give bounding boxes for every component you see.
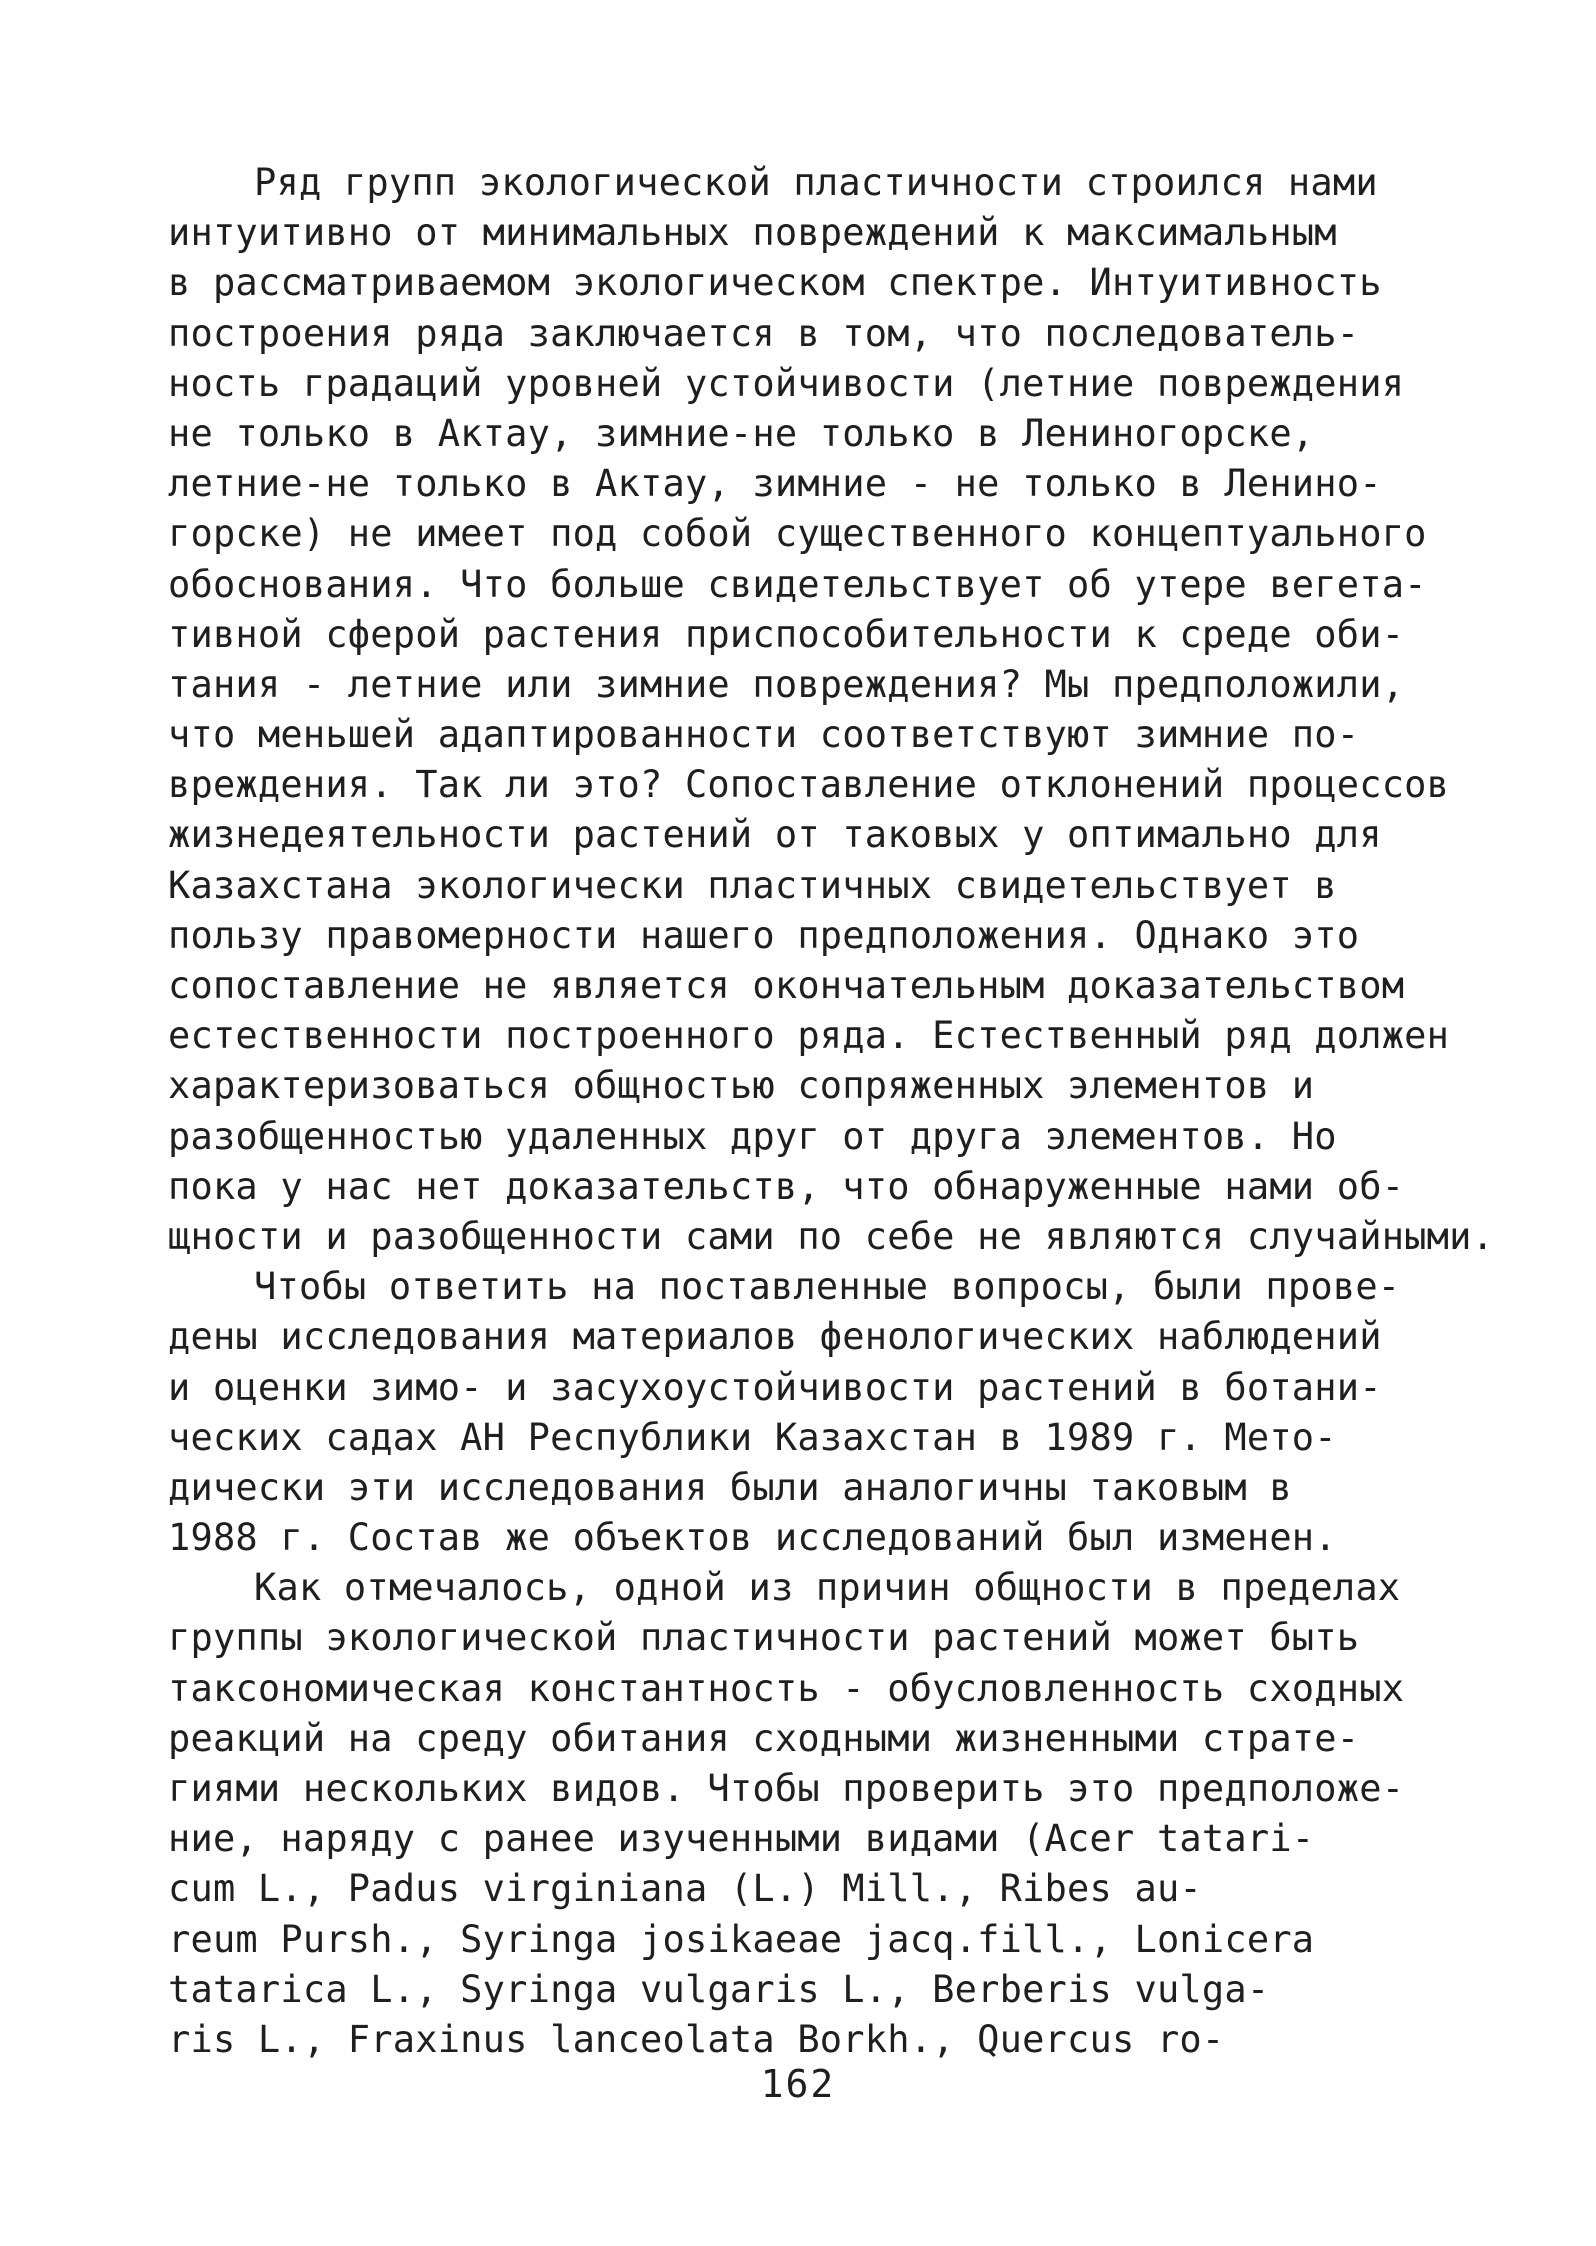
- text-line: жизнедеятельности растений от таковых у оптимально для: [168, 813, 1382, 857]
- text-line: вреждения. Так ли это? Сопоставление отклонений процессов: [168, 763, 1450, 807]
- text-line: дически эти исследования были аналогичны таковым в: [168, 1465, 1292, 1509]
- text-line: реакций на среду обитания сходными жизненными страте-: [168, 1716, 1360, 1760]
- text-line: ris L., Fraxinus lanceolata Borkh., Quercus ro-: [168, 2017, 1225, 2061]
- paragraph-2: [168, 1262, 1503, 1563]
- text-line: пока у нас нет доказательств, что обнаруженные нами об-: [168, 1164, 1405, 1208]
- text-line: ние, наряду с ранее изученными видами (Acer tatari-: [168, 1817, 1315, 1861]
- paragraph-1: [168, 158, 1503, 1262]
- text-line: обоснования. Что больше свидетельствует об утере вегета-: [168, 562, 1427, 606]
- text-line: дены исследования материалов фенологических наблюдений: [168, 1315, 1382, 1359]
- text-line: разобщенностью удаленных друг от друга элементов. Но: [168, 1114, 1337, 1158]
- text-line: гиями нескольких видов. Чтобы проверить это предположе-: [168, 1767, 1405, 1810]
- paragraph-3: [168, 1563, 1503, 2065]
- text-line: cum L., Padus virginiana (L.) Mill., Ribes au-: [168, 1867, 1202, 1911]
- page-number: 162: [760, 2062, 836, 2106]
- text-line: интуитивно от минимальных повреждений к максимальным: [168, 211, 1337, 255]
- text-line: что меньшей адаптированности соответствуют зимние по-: [168, 713, 1360, 757]
- text-line: щности и разобщенности сами по себе не являются случайными.: [168, 1214, 1495, 1258]
- text-line: Как отмечалось, одной из причин общности в пределах: [254, 1566, 1401, 1610]
- text-line: в рассматриваемом экологическом спектре. Интуитивность: [168, 261, 1382, 305]
- text-line: естественности построенного ряда. Естественный ряд должен: [168, 1014, 1450, 1058]
- body-text: [168, 158, 1503, 2065]
- text-line: горске) не имеет под собой существенного концептуального: [168, 512, 1427, 556]
- text-line: не только в Актау, зимние-не только в Лениногорске,: [168, 411, 1315, 455]
- text-line: характеризоваться общностью сопряженных элементов и: [168, 1064, 1315, 1108]
- text-line: сопоставление не является окончательным доказательством: [168, 964, 1405, 1007]
- text-line: tatarica L., Syringa vulgaris L., Berberis vulga-: [168, 1967, 1270, 2011]
- text-line: ность градаций уровней устойчивости (летние повреждения: [168, 361, 1405, 405]
- text-line: тивной сферой растения приспособительности к среде оби-: [168, 612, 1405, 656]
- text-line: ческих садах АН Республики Казахстан в 1989 г. Мето-: [168, 1415, 1337, 1459]
- text-line: пользу правомерности нашего предположения. Однако это: [168, 913, 1360, 957]
- text-line: reum Pursh., Syringa josikaeae jacq.fill., Lonicera: [168, 1917, 1315, 1961]
- text-line: таксономическая константность - обусловленность сходных: [168, 1666, 1405, 1710]
- text-line: Чтобы ответить на поставленные вопросы, были прове-: [254, 1265, 1401, 1309]
- text-line: Ряд групп экологической пластичности строился нами: [254, 161, 1378, 204]
- text-line: летние-не только в Актау, зимние - не только в Ленино-: [168, 462, 1382, 506]
- text-line: Казахстана экологически пластичных свидетельствует в: [168, 863, 1337, 907]
- text-line: построения ряда заключается в том, что последователь-: [168, 311, 1360, 355]
- text-line: и оценки зимо- и засухоустойчивости растений в ботани-: [168, 1365, 1382, 1409]
- text-line: 1988 г. Состав же объектов исследований был изменен.: [168, 1516, 1337, 1560]
- text-line: группы экологической пластичности растений может быть: [168, 1616, 1360, 1660]
- text-line: тания - летние или зимние повреждения? Мы предположили,: [168, 662, 1405, 706]
